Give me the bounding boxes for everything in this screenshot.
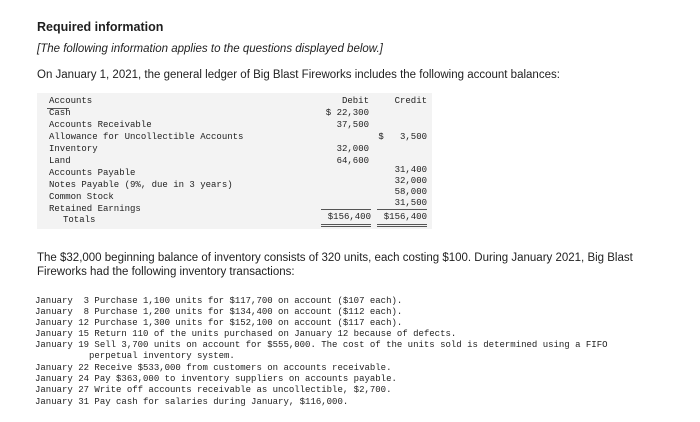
ledger-table [37,93,432,229]
transaction-text: Sell 3,700 units on account for $555,000. The cost of the units sold is determined using a FIFO [94,340,608,350]
col-header-credit: Credit [394,96,427,106]
totals-label: Totals [63,215,96,225]
credit-cell: 58,000 [394,187,427,197]
credit-total: $156,400 [383,212,427,222]
credit-cell: 31,500 [394,198,427,208]
transaction-date: January 3 [35,296,90,306]
debit-cell: 64,600 [336,156,369,166]
transaction-date: January 15 [35,329,90,339]
credit-double-rule [377,226,427,227]
transaction-text: perpetual inventory system. [89,351,235,361]
table-row: Retained Earnings [49,204,141,214]
list-item [35,340,608,350]
table-row: Common Stock [49,192,114,202]
credit-total-rule [377,209,427,210]
transaction-date: January 8 [35,307,90,317]
transaction-text: Write off accounts receivable as uncollectible, $2,700. [94,385,392,395]
transaction-text: Receive $533,000 from customers on accounts receivable. [94,363,392,373]
transaction-text: Purchase 1,300 units for $152,100 on account ($117 each). [94,318,403,328]
transaction-date: January 19 [35,340,90,350]
list-item [35,329,456,339]
table-row: Accounts Receivable [49,120,152,130]
transaction-date: January 12 [35,318,90,328]
debit-double-rule [321,224,371,225]
list-item [35,307,402,317]
transaction-date: January 22 [35,363,90,373]
table-row: Land [49,156,71,166]
table-row: Cash [49,108,71,118]
list-item [35,363,391,373]
debit-cell: 32,000 [336,144,369,154]
table-row: Allowance for Uncollectible Accounts [49,132,244,142]
transaction-text: Pay $363,000 to inventory suppliers on accounts payable. [94,374,397,384]
transaction-text: Purchase 1,200 units for $134,400 on account ($112 each). [94,307,403,317]
debit-total: $156,400 [327,212,371,222]
instruction-note: [The following information applies to the questions displayed below.] [37,43,383,55]
transaction-date: January 24 [35,374,90,384]
table-row: Accounts Payable [49,168,136,178]
credit-double-rule [377,224,427,225]
transaction-text: Purchase 1,100 units for $117,700 on account ($107 each). [94,296,403,306]
transaction-date: January 27 [35,385,90,395]
list-item [35,374,397,384]
list-item [35,318,402,328]
table-row: Notes Payable (9%, due in 3 years) [49,180,233,190]
credit-cell: 32,000 [394,176,427,186]
transaction-text: Pay cash for salaries during January, $116,000. [94,397,349,407]
col-header-account: Accounts [49,96,93,106]
col-header-debit: Debit [341,96,369,106]
transaction-text: Return 110 of the units purchased on January 12 because of defects. [94,329,457,339]
debit-total-rule [321,209,371,210]
table-row: Inventory [49,144,98,154]
list-item [35,296,402,306]
heading: Required information [37,20,164,34]
inventory-paragraph: The $32,000 beginning balance of inventory consists of 320 units, each costing $100. During January 2021, Big Blast Fireworks had the following inventory transactions: [37,252,633,278]
credit-cell: $ 3,500 [378,132,427,142]
credit-cell: 31,400 [394,165,427,175]
transaction-date: January 31 [35,397,90,407]
intro-text: On January 1, 2021, the general ledger of Big Blast Fireworks includes the following account balances: [37,69,560,81]
list-item [89,351,235,361]
debit-cell: 37,500 [336,120,369,130]
debit-double-rule [321,226,371,227]
debit-cell: $ 22,300 [325,108,369,118]
list-item [35,397,348,407]
list-item [35,385,391,395]
